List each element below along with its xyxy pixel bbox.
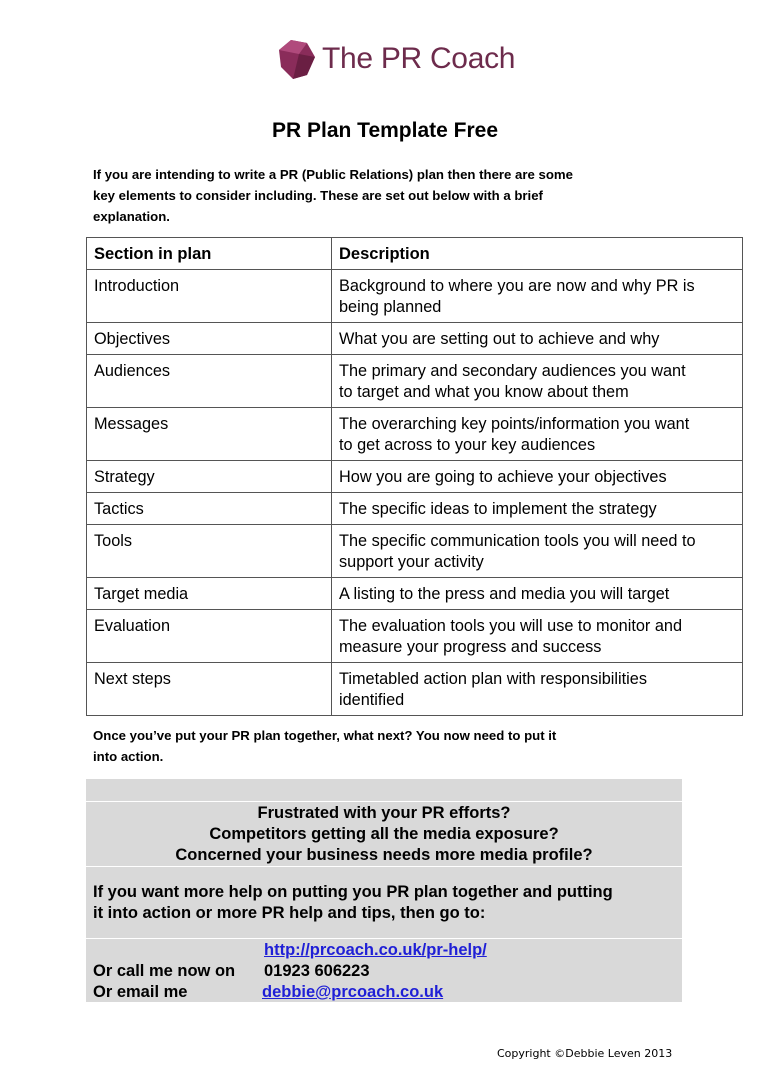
row-section: Objectives	[87, 323, 332, 355]
table-row	[87, 493, 743, 525]
cta-question: Frustrated with your PR efforts?	[257, 804, 511, 822]
header-section: Section in plan	[87, 238, 332, 270]
row-description: Timetabled action plan with responsibilities identified	[332, 663, 743, 716]
table-row	[87, 270, 743, 323]
phone-number: 01923 606223	[264, 962, 370, 980]
row-description: The evaluation tools you will use to monitor and measure your progress and success	[332, 610, 743, 663]
call-label: Or call me now on	[93, 962, 236, 980]
copyright: Copyright ©Debbie Leven 2013	[497, 1047, 673, 1060]
intro-line: If you are intending to write a PR (Public Relations) plan then there are some	[93, 167, 573, 182]
row-description: A listing to the press and media you will target	[332, 578, 743, 610]
table-row	[87, 408, 743, 461]
row-section: Tools	[87, 525, 332, 578]
cta-help-line: If you want more help on putting you PR plan together and putting	[93, 883, 613, 901]
row-description: The primary and secondary audiences you want to target and what you know about them	[332, 355, 743, 408]
page-title: PR Plan Template Free	[271, 119, 499, 142]
pr-plan-table	[86, 237, 743, 716]
row-description: How you are going to achieve your objectives	[332, 461, 743, 493]
table-row	[87, 663, 743, 716]
divider	[86, 938, 682, 939]
help-url-link[interactable]: http://prcoach.co.uk/pr-help/	[264, 941, 487, 959]
divider	[86, 866, 682, 867]
divider	[86, 801, 682, 802]
table-row	[87, 578, 743, 610]
row-section: Audiences	[87, 355, 332, 408]
table-row	[87, 355, 743, 408]
hexagon-logo-icon	[278, 40, 316, 80]
outro-line: Once you’ve put your PR plan together, what next? You now need to put it	[93, 728, 557, 743]
row-description: The overarching key points/information you want to get across to your key audiences	[332, 408, 743, 461]
row-section: Next steps	[87, 663, 332, 716]
row-section: Evaluation	[87, 610, 332, 663]
cta-question: Concerned your business needs more media profile?	[175, 846, 593, 864]
intro-paragraph	[93, 164, 693, 227]
row-description: Background to where you are now and why PR is being planned	[332, 270, 743, 323]
table-row	[87, 525, 743, 578]
cta-question: Competitors getting all the media exposure?	[209, 825, 559, 843]
intro-line: key elements to consider including. These are set out below with a brief	[93, 188, 543, 203]
logo-text: The PR Coach	[322, 42, 516, 75]
row-description: The specific communication tools you will need to support your activity	[332, 525, 743, 578]
header-description: Description	[332, 238, 743, 270]
row-description: What you are setting out to achieve and why	[332, 323, 743, 355]
table-row	[87, 461, 743, 493]
cta-help-line: it into action or more PR help and tips, then go to:	[93, 904, 486, 922]
call-to-action-box	[86, 779, 682, 1002]
table-row	[87, 323, 743, 355]
outro-paragraph	[93, 725, 693, 767]
email-label: Or email me	[93, 983, 188, 1001]
row-section: Messages	[87, 408, 332, 461]
row-description: The specific ideas to implement the strategy	[332, 493, 743, 525]
table-header-row	[87, 238, 743, 270]
row-section: Tactics	[87, 493, 332, 525]
row-section: Introduction	[87, 270, 332, 323]
email-link[interactable]: debbie@prcoach.co.uk	[262, 983, 444, 1001]
row-section: Strategy	[87, 461, 332, 493]
table-row	[87, 610, 743, 663]
outro-line: into action.	[93, 749, 164, 764]
intro-line: explanation.	[93, 209, 170, 224]
row-section: Target media	[87, 578, 332, 610]
